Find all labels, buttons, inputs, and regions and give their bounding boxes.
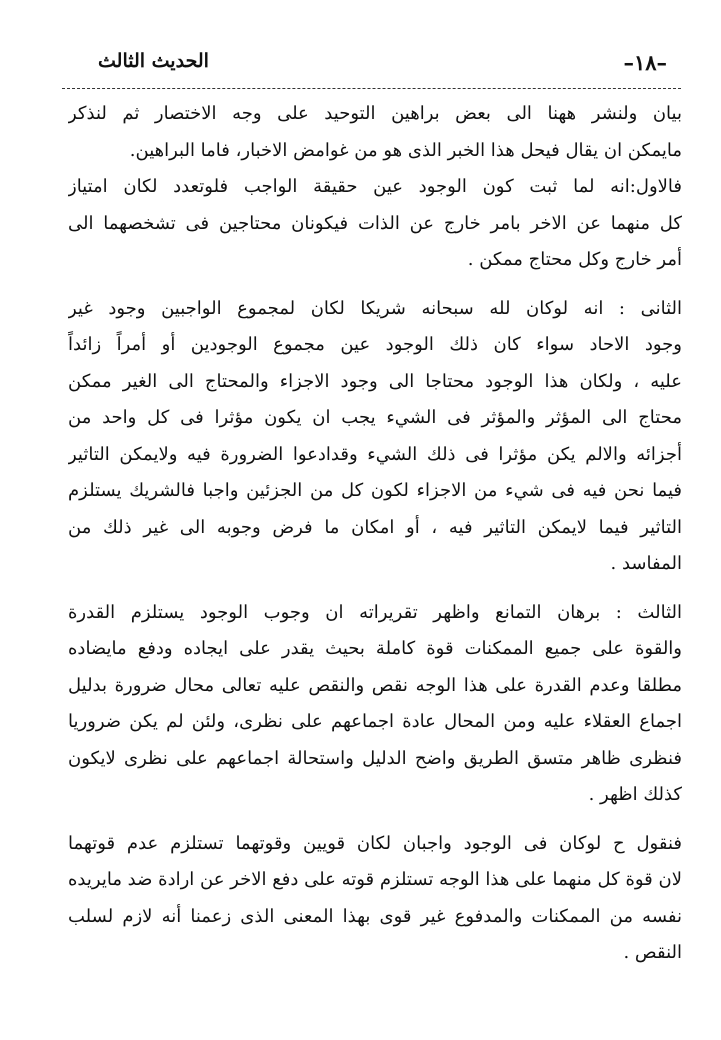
- text-line: مايمكن ان يقال فيحل هذا الخبر الذى هو من غوامض الاخبار، فاما البراهين.: [129, 139, 682, 161]
- text-line: عليه ، ولكان هذا الوجود محتاجا الى وجود الاجزاء والمحتاج الى الغير ممكن: [68, 370, 682, 392]
- text-line: بيان ولنشر ههنا الى بعض براهين التوحيد على وجه الاختصار ثم لنذكر: [68, 103, 682, 124]
- text-line: نفسه من الممكنات والمدفوع غير قوى بهذا المعنى الذى زعمنا أنه لازم لسلب: [68, 905, 682, 927]
- paragraph-gap: [68, 279, 682, 291]
- text-line: أجزائه والالم يكن مؤثرا فى ذلك الشيء وقدادعوا الضرورة فيه ولايمكن التاثير: [68, 443, 682, 465]
- header-divider: [62, 88, 681, 89]
- paragraph: [68, 291, 682, 583]
- text-line: فيما نحن فيه فى شيء من الاجزاء لكون كل من الجزئين واجبا فالشريك يستلزم: [68, 480, 682, 501]
- page-header: [90, 48, 681, 84]
- text-line: مطلقا وعدم القدرة على هذا الوجه نقص والنقص عليه تعالى محال ضرورة بدليل: [68, 674, 682, 696]
- text-line: محتاج الى المؤثر والمؤثر فى الشيء يجب ان يكون مؤثرا فى كل واحد من: [68, 407, 682, 428]
- text-line: المفاسد .: [610, 553, 682, 574]
- paragraph: [68, 169, 682, 279]
- text-line: أمر خارج وكل محتاج ممكن .: [467, 249, 682, 270]
- text-line: والقوة على جميع الممكنات قوة كاملة بحيث يقدر على ايجاده ودفع مايضاده: [68, 638, 682, 659]
- text-line: الثالث : برهان التمانع واظهر تقريراته ان وجوب الوجود يستلزم القدرة: [68, 601, 682, 623]
- text-line: وجود الاحاد سواء كان ذلك الوجود عين مجموع الوجودين أو أمراً زائداً: [68, 334, 682, 355]
- text-line: فالاول:انه لما ثبت كون الوجود عين حقيقة الواجب فلوتعدد لكان امتياز: [68, 176, 682, 197]
- page-number: –۱۸–: [623, 50, 667, 75]
- text-line: كل منهما عن الاخر بامر خارج عن الذات فيكونان محتاجين فى تشخصهما الى: [68, 212, 682, 234]
- text-line: فنقول ح لوكان فى الوجود واجبان لكان قويين وقوتهما تستلزم عدم قوتهما: [68, 832, 682, 854]
- paragraph: [68, 826, 682, 972]
- text-line: فنظرى ظاهر متسق الطريق واضح الدليل واستحالة اجماعهم على نظرى لايكون: [68, 747, 682, 769]
- text-line: النقص .: [623, 942, 682, 963]
- text-line: اجماع العقلاء عليه ومن المحال عادة اجماعهم على نظرى، ولئن لم يكن ضروريا: [68, 711, 682, 732]
- paragraph-gap: [68, 814, 682, 826]
- paragraph: [68, 96, 682, 169]
- paragraph: [68, 595, 682, 814]
- text-line: كذلك اظهر .: [588, 784, 682, 805]
- text-line: الثانى : انه لوكان لله سبحانه شريكا لكان لمجموع الواجبين وجود غير: [68, 297, 682, 319]
- paragraph-gap: [68, 583, 682, 595]
- text-line: لان قوة كل منهما على هذا الوجه تستلزم قوته على دفع الاخر عن ارادة ضد مايريده: [68, 869, 682, 890]
- running-title: الحديث الثالث: [98, 50, 209, 72]
- page-body: [68, 96, 682, 972]
- text-line: التاثير فيما لايمكن التاثير فيه ، أو امكان ما فرض وجوبه الى غير ذلك من: [68, 516, 682, 538]
